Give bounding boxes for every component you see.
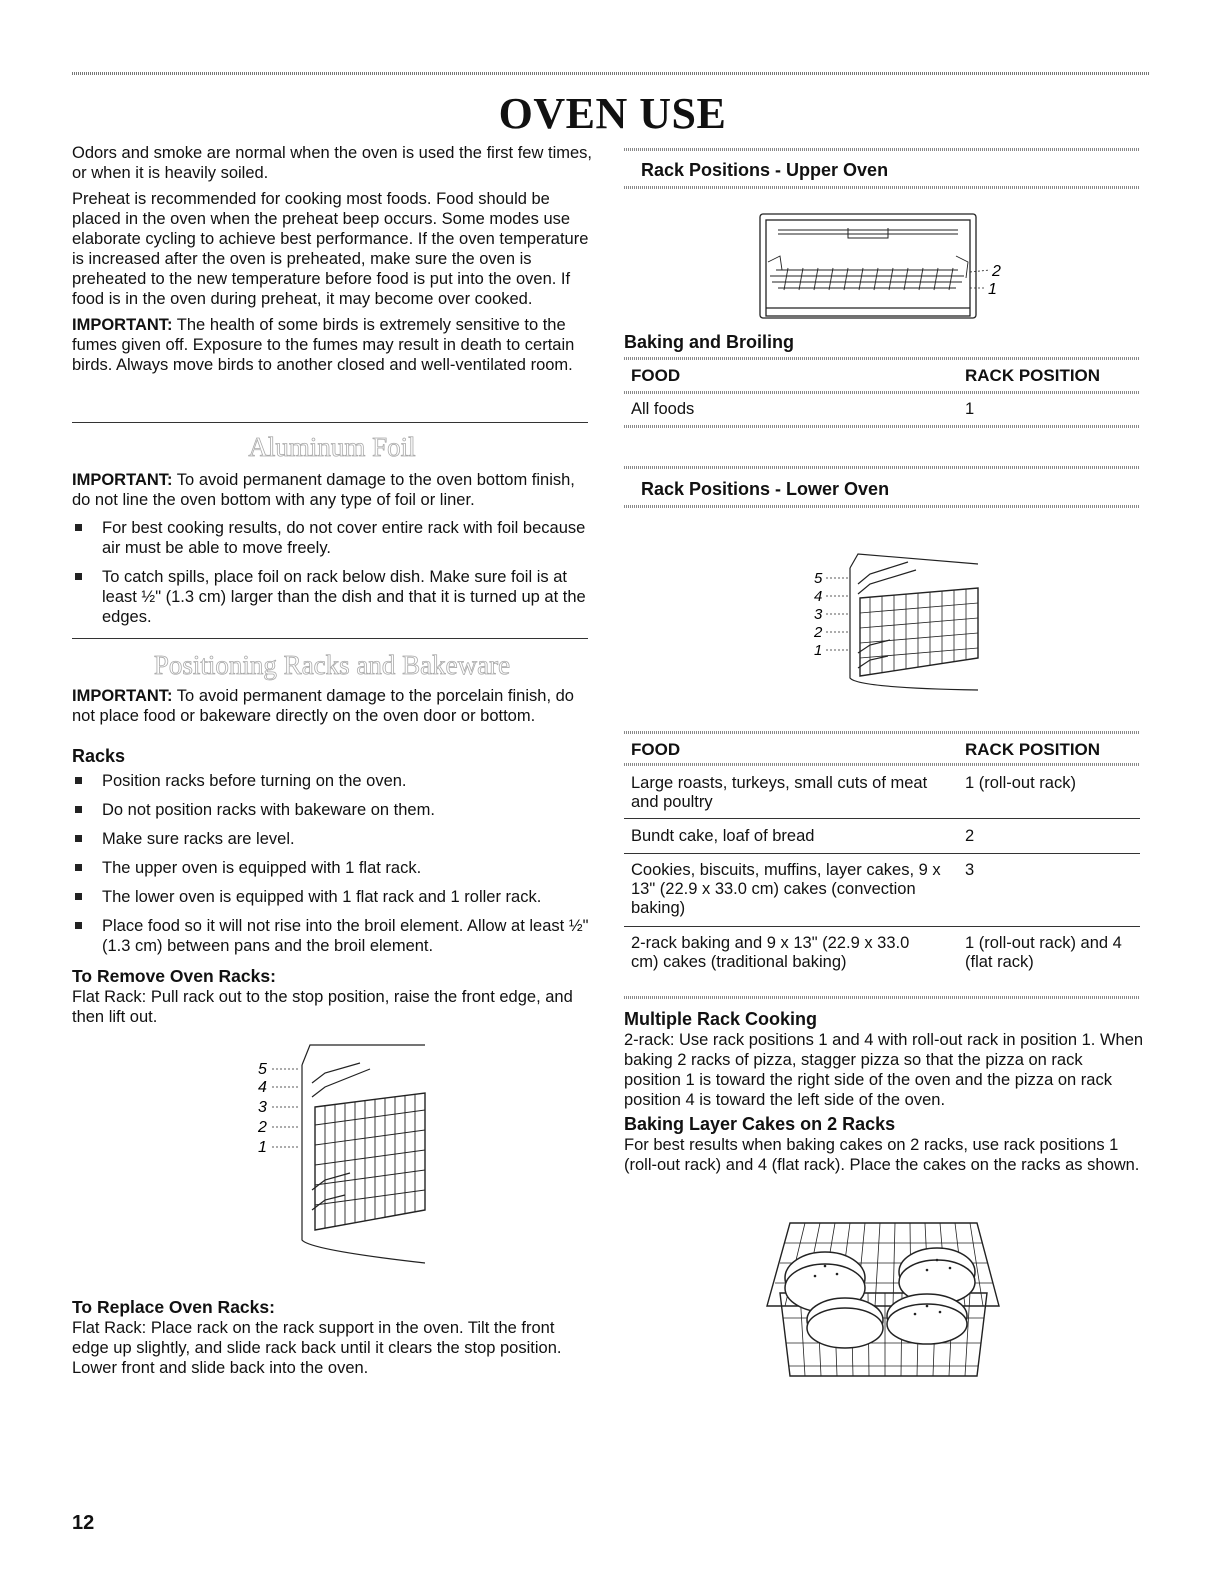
upper-table-top-rule — [624, 357, 1140, 360]
intro-important — [72, 315, 592, 375]
upper-table-col-food: FOOD — [631, 366, 681, 385]
rack-label-2: 2 — [258, 1119, 267, 1136]
foil-important-text: To avoid permanent damage to the oven bottom finish, do not line the oven bottom with any type of foil or liner. — [72, 471, 575, 509]
multiple-rack-section — [624, 1009, 1144, 1175]
divider-positioning — [72, 638, 588, 639]
foil-bullet-list — [72, 518, 592, 627]
racks-heading: Racks — [72, 746, 126, 766]
page-number: 12 — [72, 1512, 95, 1534]
rack-positions-diagram — [250, 1035, 440, 1270]
divider-foil — [72, 422, 588, 423]
rack-label-4: 4 — [258, 1079, 267, 1096]
important-text: The health of some birds is extremely sensitive to the fumes given off. Exposure to the fumes may result in death to certain birds. Always move birds to another closed and well-ventilated room. — [72, 316, 575, 374]
lower-table-col-rack: RACK POSITION — [965, 740, 1101, 759]
rack-label-1: 1 — [258, 1139, 267, 1156]
table-row-food: Bundt cake, loaf of bread — [631, 827, 815, 845]
upper-table-col-rack: RACK POSITION — [965, 366, 1101, 385]
lower-rack-label-5: 5 — [814, 570, 823, 587]
aluminum-foil-section — [72, 470, 592, 636]
multiple-rack-heading: Multiple Rack Cooking — [624, 1009, 818, 1029]
lower-oven-top-rule — [624, 466, 1140, 469]
foil-important — [72, 470, 592, 510]
list-item: Place food so it will not rise into the broil element. Allow at least ½" (1.3 cm) between pans and the broil element. — [72, 916, 592, 956]
lower-oven-bottom-rule — [624, 505, 1140, 508]
lower-oven-heading: Rack Positions - Lower Oven — [641, 479, 890, 499]
upper-rack-label-2: 2 — [992, 263, 1001, 280]
page-title: OVEN USE — [498, 89, 727, 138]
positioning-important-text: To avoid permanent damage to the porcelain finish, do not place food or bakeware directly on the oven door or bottom. — [72, 687, 574, 725]
lower-rack-label-1: 1 — [814, 642, 823, 659]
list-item: The lower oven is equipped with 1 flat rack and 1 roller rack. — [72, 887, 592, 907]
layer-cakes-text: For best results when baking cakes on 2 racks, use rack positions 1 (roll-out rack) and 4 (flat rack). Place the cakes on the racks as shown. — [624, 1136, 1140, 1174]
table-row-divider — [624, 926, 1140, 927]
positioning-section — [72, 686, 592, 1027]
lower-table-top-rule — [624, 731, 1140, 734]
table-row-rack: 2 — [965, 827, 975, 845]
baking-broiling-heading: Baking and Broiling — [624, 332, 795, 352]
upper-table-row-food: All foods — [631, 400, 695, 418]
positioning-important-label: IMPORTANT: — [72, 687, 173, 705]
upper-rack-label-1: 1 — [988, 281, 997, 298]
layer-cakes-diagram — [755, 1218, 1005, 1383]
upper-table-row-rack: 1 — [965, 400, 975, 418]
multiple-rack-text: 2-rack: Use rack positions 1 and 4 with roll-out rack in position 1. When baking 2 racks of pizza, stagger pizza so that the pizza on rack position 1 is toward the right side of the oven and the pizza on rack position 4 is toward the left side of the oven. — [624, 1031, 1144, 1109]
layer-cakes-heading: Baking Layer Cakes on 2 Racks — [624, 1114, 896, 1134]
upper-oven-heading: Rack Positions - Upper Oven — [641, 160, 889, 180]
rack-label-5: 5 — [258, 1061, 267, 1078]
important-label: IMPORTANT: — [72, 316, 173, 334]
lower-table-bottom-rule — [624, 996, 1140, 999]
aluminum-foil-heading: Aluminum Foil — [248, 432, 416, 462]
replace-racks-text: Flat Rack: Place rack on the rack support in the oven. Tilt the front edge up slightly, and slide rack back until it clears the stop position. Lower front and slide back into the oven. — [72, 1319, 562, 1377]
table-row-food: Cookies, biscuits, muffins, layer cakes, 9 x 13" (22.9 x 33.0 cm) cakes (convection baking) — [631, 861, 941, 917]
remove-racks-heading: To Remove Oven Racks: — [72, 966, 276, 986]
lower-rack-label-2: 2 — [814, 624, 823, 641]
list-item: The upper oven is equipped with 1 flat rack. — [72, 858, 592, 878]
replace-racks-section — [72, 1297, 592, 1378]
upper-oven-diagram — [758, 212, 1008, 322]
replace-racks-heading: To Replace Oven Racks: — [72, 1297, 275, 1317]
upper-oven-top-rule — [624, 148, 1140, 151]
racks-bullet-list — [72, 771, 592, 956]
table-row-divider — [624, 853, 1140, 854]
lower-oven-diagram — [810, 548, 990, 693]
foil-important-label: IMPORTANT: — [72, 471, 173, 489]
remove-racks-text: Flat Rack: Pull rack out to the stop position, raise the front edge, and then lift out. — [72, 988, 573, 1026]
list-item: Make sure racks are level. — [72, 829, 592, 849]
intro-paragraph-2: Preheat is recommended for cooking most foods. Food should be placed in the oven when the preheat beep occurs. Some modes use elaborate cycling to achieve best performance. If the oven temperature is increased after the oven is preheated, make sure the oven is preheated to the new temperature before food is put into the oven. If food is in the oven during preheat, it may become over cooked. — [72, 190, 589, 308]
intro-paragraph-1: Odors and smoke are normal when the oven is used the first few times, or when it is heavily soiled. — [72, 144, 592, 182]
positioning-heading: Positioning Racks and Bakeware — [153, 650, 511, 680]
table-row-rack: 3 — [965, 861, 975, 879]
lower-table-header-rule — [624, 763, 1140, 766]
table-row-divider — [624, 818, 1140, 819]
list-item: For best cooking results, do not cover entire rack with foil because air must be able to move freely. — [72, 518, 592, 558]
lower-table-col-food: FOOD — [631, 740, 681, 759]
upper-oven-bottom-rule — [624, 186, 1140, 189]
rack-label-3: 3 — [258, 1099, 267, 1116]
lower-rack-label-4: 4 — [814, 588, 823, 605]
top-rule — [72, 72, 1150, 75]
list-item: Position racks before turning on the oven. — [72, 771, 592, 791]
intro-section — [72, 143, 592, 375]
table-row-food: Large roasts, turkeys, small cuts of meat and poultry — [631, 774, 928, 811]
table-row-rack: 1 (roll-out rack) — [965, 774, 1076, 792]
positioning-important — [72, 686, 592, 726]
upper-table-bottom-rule — [624, 425, 1140, 428]
list-item: Do not position racks with bakeware on them. — [72, 800, 592, 820]
list-item: To catch spills, place foil on rack below dish. Make sure foil is at least ½" (1.3 cm) larger than the dish and that it is turned up at the edges. — [72, 567, 592, 627]
table-row-food: 2-rack baking and 9 x 13" (22.9 x 33.0 cm) cakes (traditional baking) — [631, 934, 910, 971]
lower-rack-label-3: 3 — [814, 606, 823, 623]
upper-table-header-rule — [624, 391, 1140, 394]
table-row-rack: 1 (roll-out rack) and 4 (flat rack) — [965, 934, 1122, 971]
